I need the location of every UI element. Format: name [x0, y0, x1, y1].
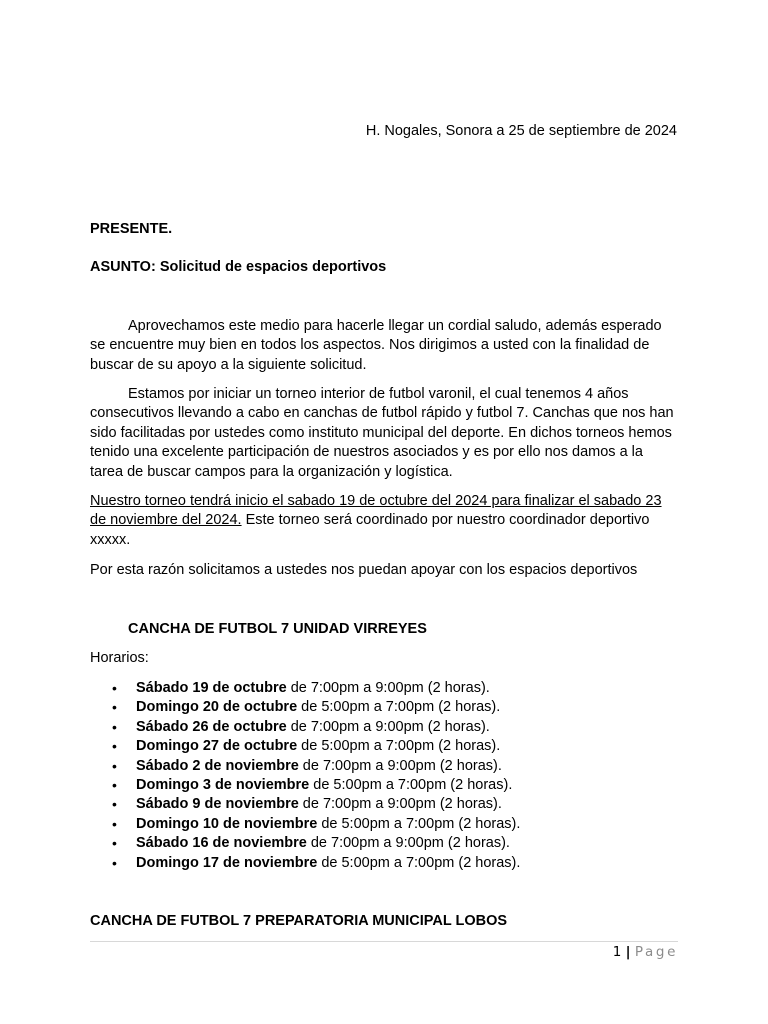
bullet-icon: • — [112, 680, 117, 696]
schedule-time: de 7:00pm a 9:00pm (2 horas). — [306, 835, 510, 852]
schedule-time: de 5:00pm a 7:00pm (2 horas). — [297, 738, 501, 755]
list-item — [90, 679, 680, 698]
schedule-time: de 7:00pm a 9:00pm (2 horas). — [298, 757, 502, 774]
list-item — [90, 834, 680, 853]
bullet-icon: • — [112, 796, 117, 813]
schedule-time: de 5:00pm a 7:00pm (2 horas). — [317, 854, 521, 871]
bullet-icon: • — [112, 776, 117, 793]
page-number: 1 — [612, 944, 622, 960]
schedule-time: de 5:00pm a 7:00pm (2 horas). — [309, 776, 513, 793]
list-item — [90, 776, 680, 795]
date-line: H. Nogales, Sonora a 25 de septiembre de 2024 — [365, 123, 677, 139]
section-title-lobos: CANCHA DE FUTBOL 7 PREPARATORIA MUNICIPAL LOBOS — [90, 913, 508, 929]
schedule-time: de 5:00pm a 7:00pm (2 horas). — [317, 815, 521, 832]
schedule-day: Sábado 9 de noviembre — [136, 796, 299, 813]
list-item — [90, 698, 680, 717]
list-item — [90, 815, 680, 834]
schedule-time: de 7:00pm a 9:00pm (2 horas). — [298, 796, 502, 813]
schedule-day: Sábado 2 de noviembre — [136, 757, 299, 774]
greeting: PRESENTE. — [90, 221, 173, 237]
tournament-coordinator-text: Este torneo será coordinado por nuestro coordinador deportivo xxxxx. — [90, 512, 650, 548]
schedule-time: de 7:00pm a 9:00pm (2 horas). — [286, 718, 490, 735]
bullet-icon: • — [112, 699, 117, 716]
schedule-time: de 5:00pm a 7:00pm (2 horas). — [297, 699, 501, 716]
schedule-time: de 7:00pm a 9:00pm (2 horas). — [286, 680, 490, 696]
bullet-icon: • — [112, 835, 117, 852]
bullet-icon: • — [112, 757, 117, 774]
list-item — [90, 854, 680, 873]
bullet-icon: • — [112, 854, 117, 871]
schedule-list — [90, 679, 680, 873]
schedule-day: Sábado 26 de octubre — [136, 718, 287, 735]
bullet-icon: • — [112, 718, 117, 735]
paragraph-tournament: Estamos por iniciar un torneo interior de futbol varonil, el cual tenemos 4 años consecutivos llevando a cabo en canchas de futbol rápido y futbol 7. Canchas que nos han sido facilitadas por ustedes como instituto municipal del deporte. En dichos torneos hemos tenido una excelente participación de nuestros asociados y es por ello nos damos a la tarea de buscar campos para la organización y logística. — [90, 386, 674, 480]
schedule-day: Domingo 20 de octubre — [136, 699, 298, 716]
schedule-day: Domingo 3 de noviembre — [136, 776, 310, 793]
footer-separator: | — [625, 944, 631, 960]
footer-divider — [90, 941, 678, 942]
page-label: Page — [634, 944, 678, 960]
schedule-day: Domingo 10 de noviembre — [136, 815, 318, 832]
schedule-day: Sábado 19 de octubre — [136, 680, 287, 696]
paragraph-intro: Aprovechamos este medio para hacerle llegar un cordial saludo, además esperado se encuentre muy bien en todos los aspectos. Nos dirigimos a usted con la finalidad de buscar de su apoyo a la siguiente solicitud. — [90, 318, 662, 373]
page-footer — [613, 943, 678, 961]
bullet-icon: • — [112, 738, 117, 755]
list-item — [90, 757, 680, 776]
section-title-virreyes: CANCHA DE FUTBOL 7 UNIDAD VIRREYES — [128, 621, 427, 637]
subject-line: ASUNTO: Solicitud de espacios deportivos — [90, 259, 387, 275]
paragraph-dates — [90, 492, 680, 550]
schedule-day: Domingo 17 de noviembre — [136, 854, 318, 871]
list-item — [90, 718, 680, 737]
schedule-day: Domingo 27 de octubre — [136, 738, 298, 755]
tournament-dates-underlined: Nuestro torneo tendrá inicio el sabado 19 de octubre del 2024 para finalizar el sabado 23 de noviembre del 2024. — [90, 493, 662, 529]
schedule-day: Sábado 16 de noviembre — [136, 835, 307, 852]
list-item — [90, 795, 680, 814]
list-item — [90, 737, 680, 756]
paragraph-request: Por esta razón solicitamos a ustedes nos puedan apoyar con los espacios deportivos — [90, 562, 638, 578]
bullet-icon: • — [112, 815, 117, 832]
schedule-label: Horarios: — [90, 650, 149, 666]
